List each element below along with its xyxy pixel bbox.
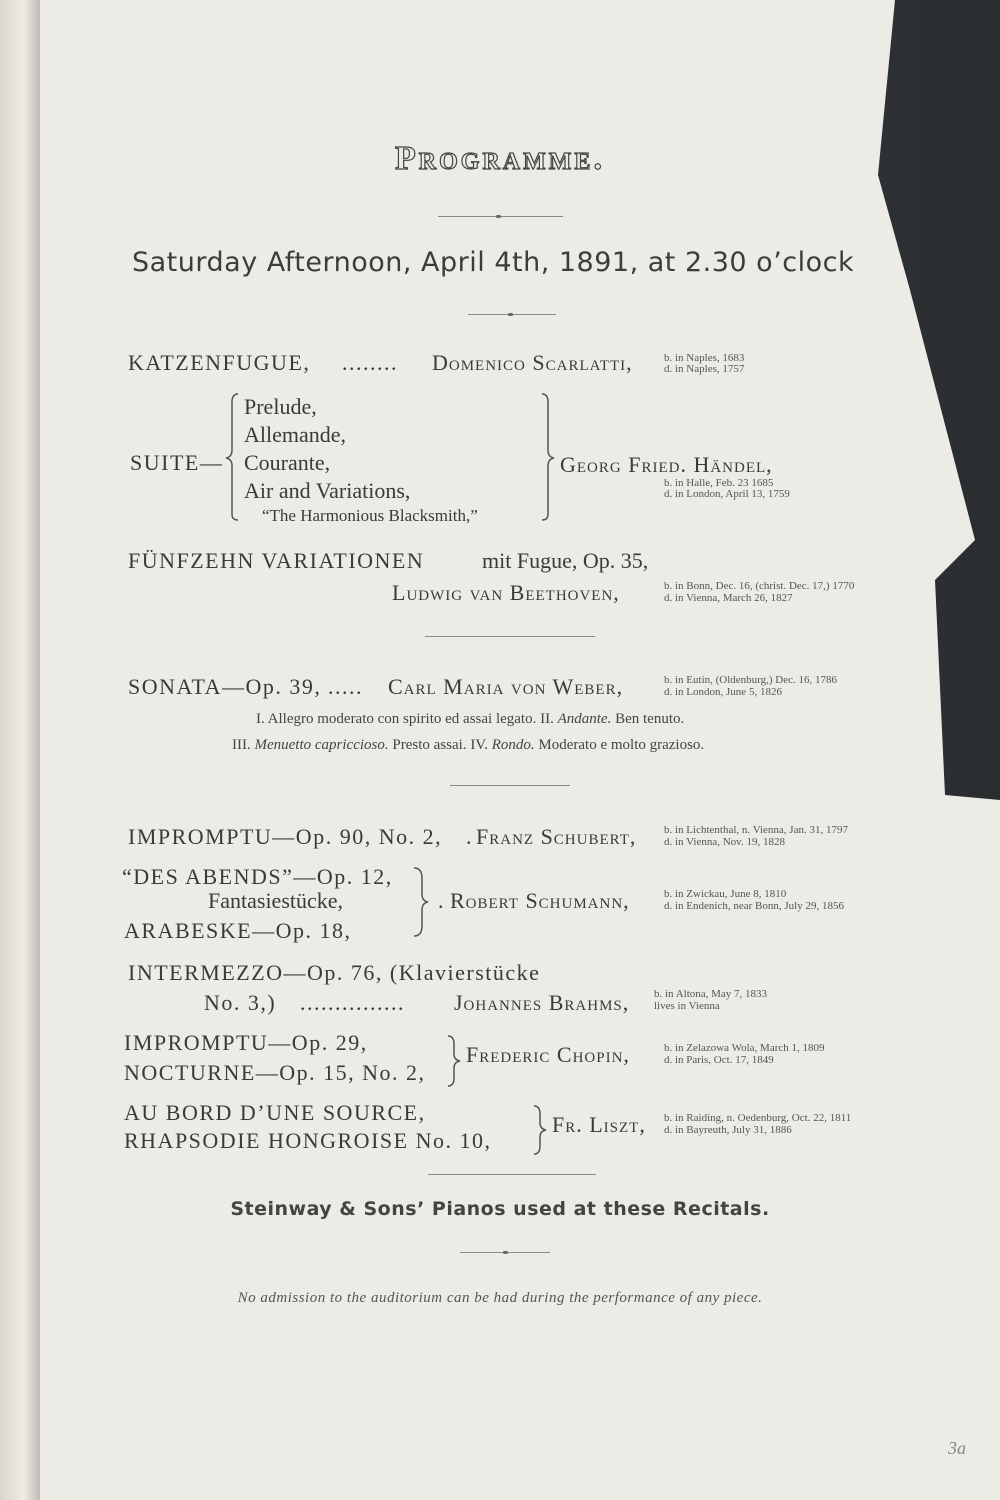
- composer-birth: b. in Eutin, (Oldenburg,) Dec. 16, 1786: [664, 674, 838, 686]
- work-title: IMPROMPTU—Op. 90, No. 2,: [128, 824, 443, 849]
- date-line: Saturday Afternoon, April 4th, 1891, at 2.30 o’clock: [132, 247, 855, 278]
- right-brace: [530, 1104, 550, 1156]
- composer-death: d. in London, June 5, 1826: [664, 686, 782, 698]
- composer-death: d. in Endenich, near Bonn, July 29, 1856: [664, 900, 844, 912]
- composer-death: lives in Vienna: [654, 1000, 720, 1012]
- divider-ornament: [496, 215, 501, 218]
- work-title: AU BORD D’UNE SOURCE,: [124, 1100, 426, 1125]
- left-page-edge: [0, 0, 40, 1500]
- composer-death: d. in Paris, Oct. 17, 1849: [664, 1054, 774, 1066]
- composer-name: Domenico Scarlatti,: [432, 350, 633, 375]
- right-brace: [538, 392, 558, 522]
- suite-movement: Allemande,: [244, 422, 347, 447]
- work-title: KATZENFUGUE,: [128, 350, 311, 375]
- composer-death: d. in Naples, 1757: [664, 363, 745, 375]
- movement-text: Moderato e molto grazioso.: [538, 737, 705, 753]
- movement-tempo: Andante.: [557, 711, 612, 727]
- archive-page-mark: 3a: [948, 1438, 966, 1458]
- movement-text: Presto assai.: [392, 737, 467, 753]
- work-title: IMPROMPTU—Op. 29,: [124, 1030, 368, 1055]
- programme-heading: Programme.: [395, 140, 605, 177]
- movements-line-1: [256, 711, 684, 728]
- work-title: No. 3,): [204, 990, 277, 1015]
- left-brace: [224, 392, 244, 522]
- movement-tempo: Menuetto capriccioso.: [254, 737, 389, 753]
- composer-birth: b. in Altona, May 7, 1833: [654, 988, 768, 1000]
- right-brace: [444, 1034, 464, 1088]
- suite-movement: Air and Variations,: [244, 478, 411, 503]
- divider-rule: [425, 636, 595, 637]
- composer-birth: b. in Naples, 1683: [664, 352, 745, 364]
- work-subtitle: Fantasiestücke,: [208, 888, 344, 913]
- composer-name: Johannes Brahms,: [454, 990, 630, 1015]
- composer-name: Fr. Liszt,: [552, 1112, 646, 1137]
- work-title: ARABESKE—Op. 18,: [124, 918, 352, 943]
- work-title: SONATA—Op. 39,: [128, 674, 322, 699]
- composer-birth: b. in Zwickau, June 8, 1810: [664, 888, 787, 900]
- composer-name: Georg Fried. Händel,: [560, 452, 773, 477]
- composer-birth: b. in Zelazowa Wola, March 1, 1809: [664, 1042, 825, 1054]
- composer-name: Robert Schumann,: [450, 888, 630, 913]
- piano-credit: Steinway & Sons’ Pianos used at these Recitals.: [230, 1198, 770, 1220]
- composer-birth: b. in Bonn, Dec. 16, (christ. Dec. 17,) 1770: [664, 580, 855, 592]
- dot-leader: .: [438, 888, 445, 913]
- admission-notice: No admission to the auditorium can be had during the performance of any piece.: [237, 1290, 763, 1306]
- dot-leader: .....: [328, 674, 363, 699]
- movement-tempo: Rondo.: [491, 737, 535, 753]
- work-detail: mit Fugue, Op. 35,: [482, 548, 649, 573]
- work-title: SUITE—: [130, 450, 224, 475]
- composer-name: Ludwig van Beethoven,: [392, 580, 620, 605]
- composer-name: Carl Maria von Weber,: [388, 674, 624, 699]
- composer-name: Frederic Chopin,: [466, 1042, 630, 1067]
- movement-number: II.: [540, 711, 554, 727]
- movement-number: III.: [232, 737, 251, 753]
- movement-number: IV.: [470, 737, 488, 753]
- composer-birth: b. in Raiding, n. Oedenburg, Oct. 22, 1811: [664, 1112, 852, 1124]
- divider-rule: [428, 1174, 596, 1175]
- dot-leader: .: [466, 824, 473, 849]
- divider-ornament: [503, 1251, 508, 1254]
- divider-ornament: [508, 313, 513, 316]
- composer-death: d. in London, April 13, 1759: [664, 488, 790, 500]
- composer-name: Franz Schubert,: [476, 824, 637, 849]
- composer-death: d. in Vienna, Nov. 19, 1828: [664, 836, 785, 848]
- composer-birth: b. in Lichtenthal, n. Vienna, Jan. 31, 1797: [664, 824, 848, 836]
- movement-text: I. Allegro moderato con spirito ed assai legato.: [256, 711, 537, 727]
- right-brace: [410, 866, 434, 938]
- composer-death: d. in Vienna, March 26, 1827: [664, 592, 793, 604]
- divider-rule: [450, 785, 570, 786]
- suite-movement: Prelude,: [244, 394, 317, 419]
- work-title: FÜNFZEHN VARIATIONEN: [128, 548, 425, 573]
- suite-movement: Courante,: [244, 450, 331, 475]
- work-title: “DES ABENDS”—Op. 12,: [122, 864, 393, 889]
- composer-death: d. in Bayreuth, July 31, 1886: [664, 1124, 792, 1136]
- work-title: INTERMEZZO—Op. 76, (Klavierstücke: [128, 960, 541, 985]
- work-title: RHAPSODIE HONGROISE No. 10,: [124, 1128, 492, 1153]
- dot-leader: ...............: [300, 990, 405, 1015]
- dot-leader: ........: [342, 350, 398, 375]
- suite-subtitle: “The Harmonious Blacksmith,”: [262, 506, 478, 525]
- composer-birth: b. in Halle, Feb. 23 1685: [664, 477, 774, 489]
- work-title: NOCTURNE—Op. 15, No. 2,: [124, 1060, 426, 1085]
- movement-text: Ben tenuto.: [615, 711, 685, 727]
- movements-line-2: [232, 737, 704, 754]
